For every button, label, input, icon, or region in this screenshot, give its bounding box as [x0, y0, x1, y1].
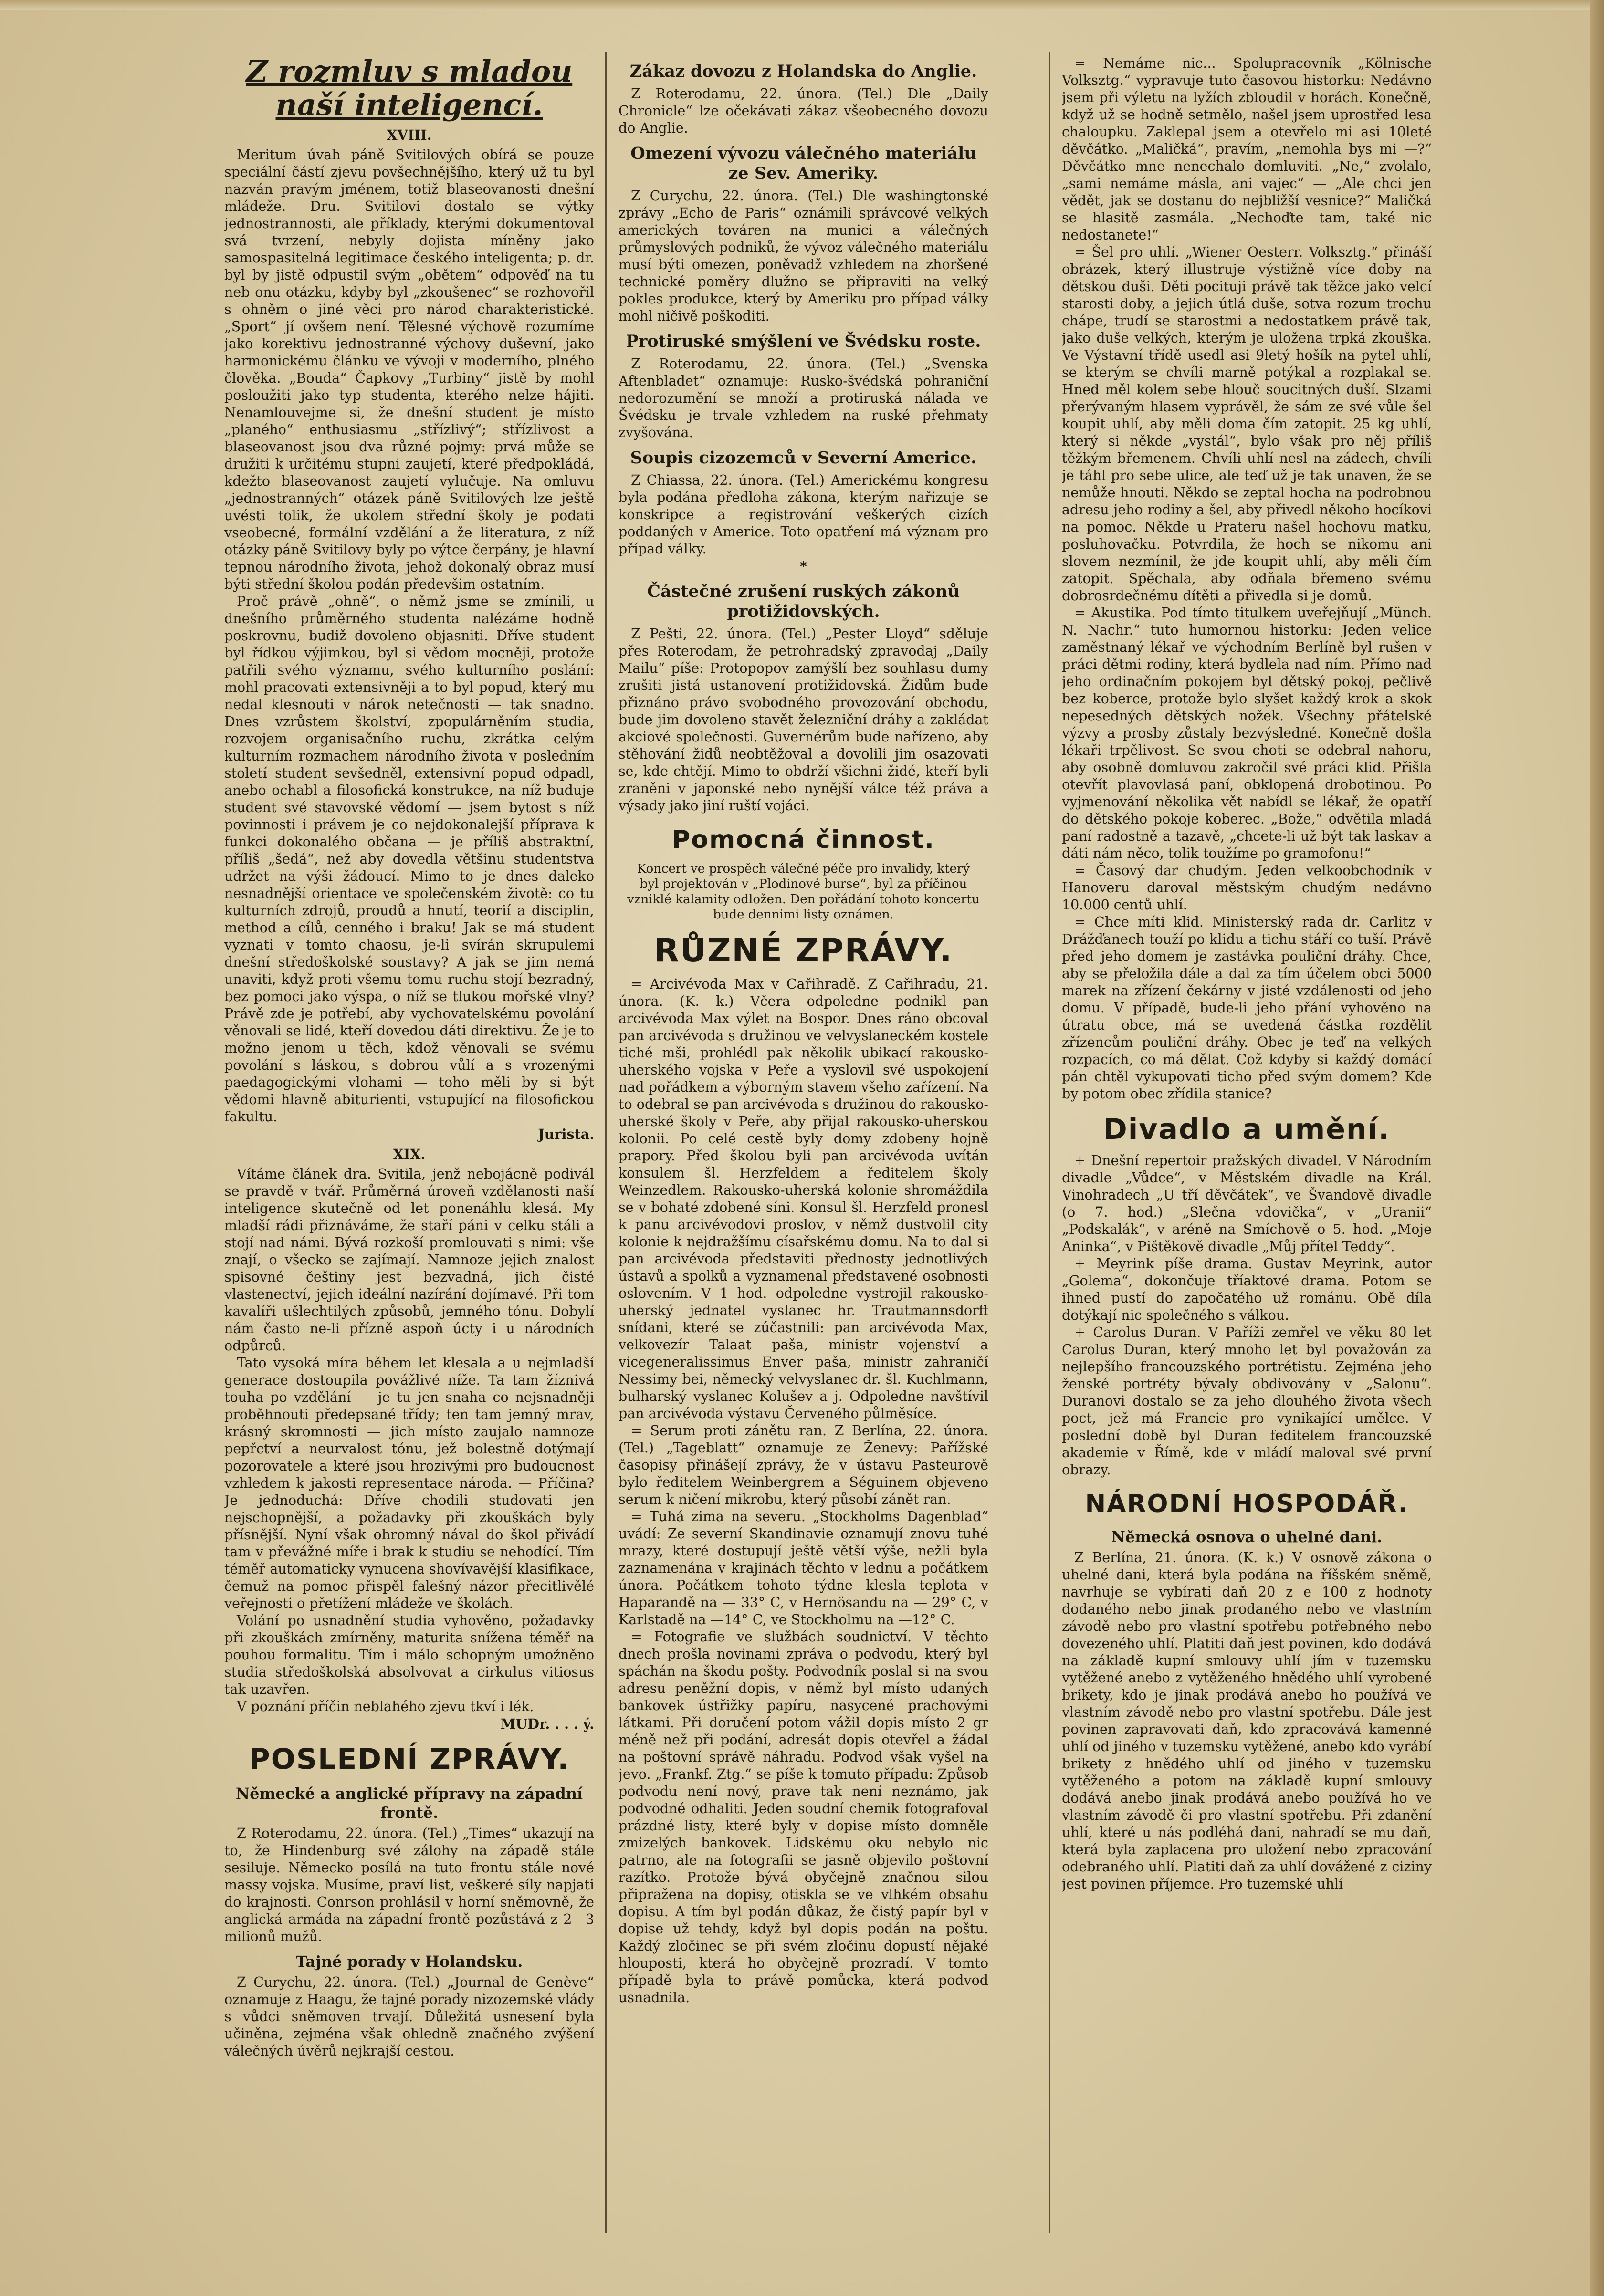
news-text: Z Curychu, 22. února. (Tel.) „Journal de Genève“ oznamuje z Haagu, že tajné porady nizozemské vlády s vůdci sněmoven trvají. Důležitá usnesení byla učiněna, zejména však ohledně značného zvýšení válečných úvěrů nejkrajší cestou. [224, 1974, 594, 2059]
article-paragraph: V poznání příčin neblahého zjevu tkví i lék. [237, 1699, 534, 1714]
article-paragraph: Vítáme článek dra. Svitila, jenž nebojácně podivál se pravdě v tvář. Průměrná úroveň vzdělanosti naší inteligence skutečně od let ponenáhlu klesá. My mladší rádi přiznáváme, že staří páni v celku stáli a stojí nad námi. Bývá rozkoší promlouvati s nimi: vše znají, o všecko se zajímají. Namnoze jejich znalost spisovné češtiny jest bezvadná, jich čisté vlastenectví, jejich ideální nazírání dojímavé. Při tom kavalíři ušlechtilých způsobů, jemného tónu. Dobylí nám často ne-li přízně aspoň úcty i u národních odpůrců. [224, 1166, 594, 1354]
news-text: = Časový dar chudým. Jeden velkoobchodník v Hanoveru daroval městským chudým nedávno 10.000 centů uhlí. [1062, 863, 1432, 913]
news-title: Německé a anglické přípravy na západní frontě. [235, 1785, 583, 1822]
section-banner-economy: NÁRODNÍ HOSPODÁŘ. [1085, 1490, 1409, 1518]
news-text: = Chce míti klid. Ministerský rada dr. Carlitz v Drážďanech touží po klidu a tichu stáří co tuší. Právě před jeho domem je zastávka pouliční dráhy. Chce, aby se přeložila dále a dal za tím účelem obci 5000 marek na zřízení čekárny v jisté vzdálenosti od jeho domu. V případě, bude-li jeho přání vyhověno na útratu obce, má se uvedená částka rozdělit zřízencům pouliční dráhy. Obec je teď na velkých rozpacích, co má dělat. Což kdyby si každý domácí pán chtěl vykupovati ticho před svým domem? Kde by potom obec zřídila stanice? [1062, 914, 1432, 1102]
page-right-edge [1590, 0, 1604, 2296]
separator-asterisk: * [800, 558, 807, 574]
news-text: Z Curychu, 22. února. (Tel.) Dle washingtonské zprávy „Echo de Paris“ oznámili správcové velkých amerických továren na munici a válečných průmyslových podniků, že vývoz válečného materiálu musí býti omezen, poněvadž vzhledem na zhoršené technické poměry dlužno se připraviti na velký pokles produkce, který by Ameriku pro případ války mohl ničivě poškoditi. [619, 188, 988, 324]
article-paragraph: Volání po usnadnění studia vyhověno, požadavky při zkouškách zmírněny, maturita snížena téměř na pouhou formalitu. Tím i málo schopným umožněno studia středoškolská absolvovat a cirkulus vitiosus tak uzavřen. [224, 1613, 594, 1697]
part-number-xviii: XVIII. [387, 127, 432, 143]
news-text: Z Roterodamu, 22. února. (Tel.) „Svenska Aftenbladet“ oznamuje: Rusko-švédská pohraniční nedorozumění se množí a protiruská nálada ve Švédsku je trvale vzhledem na ruské přehmaty zvyšována. [619, 356, 988, 440]
article-paragraph: Proč právě „ohně“, o němž jsme se zmínili, u dnešního průměrného studenta nalézáme hodně poskrovnu, budiž dovoleno objasniti. Dříve student byl řídkou výjimkou, byl si vědom mocněji, protože patřili svého významu, svého kulturního poslání: mohl pracovati extensivněji a to byl popud, který mu nedal klesnouti v nárok netečnosti — tak snadno. Dnes vzrůstem školství, zpopulárněním studia, rozvojem organisačního ruchu, zkrátka celým kulturním rozmachem národního života v posledním století student sevšedněl, extensivní popud odpadl, anebo ochabl a filosofická konstrukce, na níž buduje student své stavovské vědomí — jsem bytost s níž povinnosti i právem je co nejdokonalejší příprava k funkci dokonalého občana — je příliš abstraktní, příliš „šedá“, než aby dovedla většinu studentstva udržet na výši žádoucí. Mimo to je dnes daleko nesnadnější orientace ve společenském životě: co tu kulturních zdrojů, proudů a hnutí, teorií a disciplin, method a cílů, cenného i braku! Jak se má student vyznati v tomto chaosu, je-li svírán skrupulemi dnešní středoškolské soustavy? A jak se jim nemá unaviti, když proti všemu tomu ruchu stojí bezradný, bez pomoci jako výspa, o níž se tlukou mořské vlny? Právě zde je potřebí, aby vychovatelskému povolání věnovali se lidé, kteří dovedou dáti direktivu. Že je to možno jenom u těch, kdož věnovali se svému povolání s láskou, s dobrou vůlí a s vrozenými paedagogickými vlohami — toho měli by si být vědomi hlavně abiturienti, vstupující na filosofickou fakultu. [224, 594, 594, 1125]
page-top-edge [0, 0, 1604, 10]
news-text: + Dnešní repertoir pražských divadel. V Národním divadle „Vůdce“, v Městském divadle na Král. Vinohradech „U tří děvčátek“, ve Švandově divadle (o 7. hod.) „Slečna vdovička“, v „Uranii“ „Podskalák“, v aréně na Smíchově o 5. hod. „Moje Aninka“, v Pištěkově divadle „Můj přítel Teddy“. [1062, 1153, 1432, 1254]
headline-rozmluvy: Z rozmluv s mladou naší inteligencí. [246, 55, 573, 122]
news-text: = Arcivévoda Max v Cařihradě. Z Cařihradu, 21. února. (K. k.) Včera odpoledne podnikl pan arcivévoda Max výlet na Bospor. Dnes ráno obcoval pan arcivévoda s družinou ve velvyslaneckém kostele tiché mši, prohlédl pak několik ubikací rakousko-uherského vojska v Peře a vyslovil své uspokojení nad pořádkem a výborným stavem všeho zařízení. Na to odebral se pan arcivévoda s družinou do rakousko-uherské školy v Peře, aby přijal rakousko-uherskou kolonii. Po celé cestě byly domy zdobeny hojně prapory. Před školou byli pan arcivévoda uvítán konsulem šl. Herzfeldem a ředitelem školy Weinzedlem. Rakousko-uherská kolonie shromáždila se v bohaté zdobené síni. Konsul šl. Herzfeld pronesl k panu arcivévodovi proslov, v němž dustvolil city kolonie k nejdražšímu císařskému domu. Na to dal si pan arcivévoda představiti přednosty jednotlivých ústavů a spolků a vyznamenal představené osobnosti oslovením. V 1 hod. odpoledne vystrojil rakousko-uherský jednatel vyslanec hr. Trautmannsdorff snídani, které se zúčastnili: pan arcivévoda Max, velkovezír Talaat paša, ministr vojenství a vicegeneralissimus Enver paša, ministr zahraničí Nessimy bei, německý velvyslanec dr. šl. Kuchlmann, bulharský vyslanec Kolušev a j. Odpoledne navštívil pan arcivévoda výstavu Červeného půlměsíce. [619, 976, 988, 1421]
news-text: + Meyrink píše drama. Gustav Meyrink, autor „Golema“, dokončuje tříaktové drama. Potom se ihned pustí do započatého už románu. Obě díla dotýkají nic společného s válkou. [1062, 1256, 1432, 1323]
column-1 [224, 55, 594, 2240]
article-paragraph: Tato vysoká míra během let klesala a u nejmladší generace dostoupila povážlivé níže. Ta tam žíznivá touha po vzdělání — je tu jen snaha co nejsnadněji proběhnouti předepsané třídy; ten tam jemný mrav, krásný skromnosti — jich místo zaujalo namnoze pepřctví a neurvalost tónu, jež bolestně dotýmají pozorovatele a které jsou hrozivými pro budoucnost vzhledem k jakosti representace národa. — Příčina? Je jednoduchá: Dříve chodili studovati jen nejschopnější, a požadavky při zkouškách byly přísnější. Nyní však ohromný nával do škol přivádí tam v převážné míře i brak k studiu se nehodící. Tím téměř automaticky vynucena shovívavější klasifikace, čemuž na pomoc přispěl falešný názor přecitlivělé veřejnosti o přetížení mládeže ve školách. [224, 1355, 594, 1611]
news-title: Soupis cizozemců v Severní Americe. [630, 448, 977, 468]
news-text: = Nemáme nic... Spolupracovník „Kölnische Volksztg.“ vypravuje tuto časovou historku: Nedávno jsem při výletu na lyžích zbloudil v horách. Konečně, když už se hodně setmělo, našel jsem uprostřed lesa chaloupku. Zaklepal jsem a otevřelo mi asi 10leté děvčátko. „Maličká“, pravím, „nemohla bys mi —?“ Děvčátko mne nenechalo domluviti. „Ne,“ zvolalo, „sami nemáme másla, ani vajec“ — „Ale chci jen vědět, jak se dostanu do nejbližší vesnice?“ Maličká se hlasitě zasmála. „Nechoďte tam, také nic nedostanete!“ [1062, 55, 1432, 243]
news-title: Tajné porady v Holandsku. [295, 1952, 523, 1971]
news-text: = Šel pro uhlí. „Wiener Oesterr. Volksztg.“ přináší obrázek, který illustruje výstižně více doby na dětskou duši. Děti pocituji právě tak těžce jako velcí starosti doby, a jejich útlá duše, sotva rozum trochu chápe, trudí se starostmi a nedostatkem právě tak, jako duše velkých, kterým je uložena trpká zkouška. Ve Výstavní třídě usedl asi 9letý hošík na pytel uhlí, se kterým se chvíli marně potýkal a rozplakal se. Hned měl kolem sebe hlouč soucitných duší. Slzami přerývaným hlasem vyprávěl, že sám ze své vůle šel koupit uhlí, aby měli doma čím zatopit. 25 kg uhlí, který si někde „vystál“, bylo však pro něj příliš těžkým břemenem. Chvíli uhlí nesl na zádech, chvíli je táhl pro sebe ulice, ale teď už je tak unaven, že se nemůže hnouti. Někdo se zeptal hocha na podrobnou adresu jeho rodiny a šel, aby přivedl někoho hocíkovi na pomoc. Někde u Prateru našel hochovu matku, posluhovačku. Potvrdila, že hoch se nikomu ani slovem nezmínil, že jde koupit uhlí, aby měli čím zatopit. Spěchala, aby odňala břemeno svému dobrosrdečnému dítěti a přivedla si je domů. [1062, 244, 1432, 604]
news-text: Z Roterodamu, 22. února. (Tel.) Dle „Daily Chronicle“ lze očekávati zákaz všeobecného dovozu do Anglie. [619, 86, 988, 136]
column-3 [1062, 55, 1432, 2240]
news-title: Částečné zrušení ruských zákonů protižidovských. [647, 582, 960, 621]
news-text: = Serum proti zánětu ran. Z Berlína, 22. února. (Tel.) „Tageblatt“ oznamuje ze Ženevy: Pařížské časopisy přinášejí zprávy, že v ústavu Pasteurově bylo ředitelem Weinbergrem a Séguinem objeveno serum k ničení mikrobu, který působí zánět ran. [619, 1423, 988, 1507]
news-title: Protiruské smýšlení ve Švédsku roste. [626, 332, 981, 351]
news-title: Německá osnova o uhelné dani. [1111, 1528, 1383, 1546]
article-signature: MUDr. . . . ý. [500, 1716, 594, 1732]
news-text: Z Pešti, 22. února. (Tel.) „Pester Lloyd“ sděluje přes Roterodam, že petrohradský zpravodaj „Daily Mailu“ píše: Protopopov zamýšlí bez souhlasu dumy zrušiti jistá ustanovení protižidovská. Židům bude přiznáno právo svobodného provozování obchodu, bude jim dovoleno stavět železniční dráhy a zakládat akciové společnosti. Guvernérům bude nařízeno, aby stěhování židů neobtěžoval a dovolili jim osazovati se, kde chtějí. Mimo to obdrží všichni židé, kteří byli zraněni v japonské nebo nynější válce též práva a výsady jako jiní ruští vojáci. [619, 626, 988, 814]
news-text: = Fotografie ve službách soudnictví. V těchto dnech prošla novinami zpráva o podvodu, který byl spáchán na škodu pošty. Podvodník poslal si na svou adresu peněžní dopis, v němž byl místo udaných bankovek ústřižky papíru, nasycené prachovými látkami. Při doručení potom vážil dopis místo 2 gr méně než při podání, adresát dopis otevřel a žádal na poštovní správě náhradu. Podvod však vyšel na jevo. „Frankf. Ztg.“ se píše k tomuto případu: Způsob podvodu není nový, prave tak není neznámo, jak podvodné odhaliti. Jeden soudní chemik fotografoval prázdné listy, které byly v dopise místo domněle zmizelých bankovek. Lidskému oku nebylo nic patrno, ale na fotografii se jasně objevilo poštovní razítko. Protože bývá obyčejně značnou silou připražena na dopisy, otiskla se ve vlhkém obsahu dopisu. A tím byl podán důkaz, že čistý papír byl v dopise už tehdy, když byl dopis podán na poštu. Každý zločinec se při svém zločinu dopustí nějaké hlouposti, která ho obyčejně prozradí. V tomto případě byla to právě pomůcka, která podvod usnadnila. [619, 1629, 988, 2005]
section-banner-help: Pomocná činnost. [672, 825, 935, 854]
news-title: Zákaz dovozu z Holandska do Anglie. [629, 62, 977, 81]
help-notice: Koncert ve prospěch válečné péče pro invalidy, který byl projektován v „Plodinové burse“, byl za příčinou vzniklé kalamity odložen. Den pořádání tohoto koncertu bude dennimi listy oznámen. [627, 862, 980, 922]
column-rule-1 [605, 52, 607, 2233]
section-banner-theatre: Divadlo a umění. [1103, 1113, 1390, 1146]
news-text: Z Roterodamu, 22. února. (Tel.) „Times“ ukazují na to, že Hindenburg své zálohy na západě stále sesiluje. Německo posílá na tuto frontu stále nové massy vojska. Musíme, praví list, veškeré síly napjati do krajnosti. Conrson prohlásil v horní sněmovně, že anglická armáda na západní frontě pozůstává z 2—3 milionů mužů. [224, 1826, 594, 1944]
article-signature: Jurista. [538, 1126, 594, 1142]
column-2 [619, 55, 988, 2240]
section-banner-misc: RŮZNÉ ZPRÁVY. [654, 932, 953, 970]
news-title: Omezení vývozu válečného materiálu ze Sev. Ameriky. [630, 144, 976, 183]
news-text: Z Berlína, 21. února. (K. k.) V osnově zákona o uhelné dani, která byla podána na říšském sněmě, navrhuje se vybírati daň 20 z e 100 z hodnoty dodaného nebo jinak prodaného nebo ve vlastním závodě nebo pro vlastní spotřebu potřebného nebo dovezeného uhlí. Platiti daň jest povinen, kdo dodává na základě kupní smlouvy uhlí jím v tuzemsku vytěžené anebo z vytěženého hnědého uhlí vyrobené brikety, kdo je jinak prodává anebo ho používá ve vlastním závodě nebo pro vlastní spotřebu. Dále jest povinen zapravovati daň, kdo zpracovává kamenné uhlí od jiného v tuzemsku vytěžené, anebo kdo vyrábí brikety z hnědého uhlí od jiného v tuzemsku vytěženého a potom na základě kupní smlouvy dodává anebo jinak prodává anebo používá ho ve vlastním závodě či pro vlastní spotřebu. Při zdanění uhlí, které u nás podléhá dani, nahradí se mu daň, která byla zaplacena pro uložení nebo zpracování odebraného uhlí. Platiti daň za uhlí dovážené z ciziny jest povinen příjemce. Pro tuzemské uhlí [1062, 1550, 1432, 1892]
column-rule-2 [1049, 52, 1050, 2233]
article-paragraph: Meritum úvah páně Svitilových obírá se pouze speciální částí zjevu povšechnějšího, který už tu byl nazván pravým jménem, totiž blaseovanosti dnešní mládeže. Dru. Svitilovi dostalo se výtky jednostrannosti, ale příklady, kterými dokumentoval svá tvrzení, nebyly dojista míněny jako samospasitelná legitimace českého inteligenta; p. dr. byl by jistě odpustil svým „obětem“ odpověď na tu neb onu otázku, kdyby byl „zkoušenec“ se rozhovořil s ohněm o jiné věci pro národ charakteristické. „Sport“ jí ovšem není. Tělesné výchově rozumíme jako korektivu jednostranné výchovy duševní, jako harmonickému článku ve vývoji v moderního, plného člověka. „Bouda“ Čapkovy „Turbiny“ jistě by mohl posloužiti jako typ studenta, kterého nelze hájiti. Nenamlouvejme si, že dnešní student je místo „planého“ enthusiasmu „střízlivý“; střízlivost a blaseovanost jsou dva různé pojmy: prvá může se družiti k určitému stupni zaujetí, které předpokládá, kdežto blaseovanost zaujetí vylučuje. Na omluvu „jednostranných“ otázek páně Svitilových lze ještě uvésti tolik, že ukolem střední školy je podati vseobecné, formální vzdělání a že literatura, z níž otázky páně Svitilovy byly po výtce čerpány, je hlavní tepnou národního života, jehož dokonalý obraz musí býti střední školou podán předevšim ostatním. [224, 147, 594, 592]
news-text: + Carolus Duran. V Paříži zemřel ve věku 80 let Carolus Duran, který mnoho let byl považován za nejlepšího francouzského portrétistu. Zejména jeho ženské portréty bývaly obdivovány v „Salonu“. Duranovi dostalo se za jeho dlouhého života všech poct, jež má Francie pro vynikající umělce. V poslední době byl Duran feditelem francouzské akademie v Římě, kde v mládí maloval své první obrazy. [1062, 1325, 1432, 1478]
section-banner-latest-news: POSLEDNÍ ZPRÁVY. [249, 1743, 570, 1776]
news-text: Z Chiassa, 22. února. (Tel.) Americkému kongresu byla podána předloha zákona, kterým nařizuje se konskripce a registrování veškerých cizích poddaných v Americe. Toto opatření má význam pro případ války. [619, 472, 988, 557]
news-text: = Tuhá zima na severu. „Stockholms Dagenblad“ uvádí: Ze severní Skandinavie oznamují znovu tuhé mrazy, které dostupují ještě větší výše, nežli byla zaznamenána v krajinách těchto v lednu a počátkem února. Počátkem tohoto týdne klesla teplota v Haparandě na — 33° C, v Hernösandu na — 29° C, v Karlstadě na —14° C, ve Stockholmu na —12° C. [619, 1509, 988, 1628]
news-text: = Akustika. Pod tímto titulkem uveřejňují „Münch. N. Nachr.“ tuto humornou historku: Jeden velice zaměstnaný lékař ve východním Berlíně byl rušen v práci dětmi rodiny, která bydlela nad ním. Přímo nad jeho ordinačním pokojem byl dětský pokoj, pečlivě bez koberce, protože bylo slyšet každý krok a skok nepesedných dětských nožek. Všechny přátelské výzvy a prosby zůstaly bezvýsledné. Konečně došla lékaři trpělivost. Se svou choti se odebral nahoru, aby osobně domluvou zakročil své práci klid. Přišla otevřít plavovlasá paní, obklopená drobotinou. Po vyjmenování několika vět nabídl se lékař, že opatří do dětského pokoje koberec. „Bože,“ odvětila mladá paní radostně a tazavě, „chcete-li už být tak laskav a dáti nám něco, tolik toužíme po gramofonu!“ [1062, 605, 1432, 861]
part-number-xix: XIX. [393, 1146, 426, 1162]
